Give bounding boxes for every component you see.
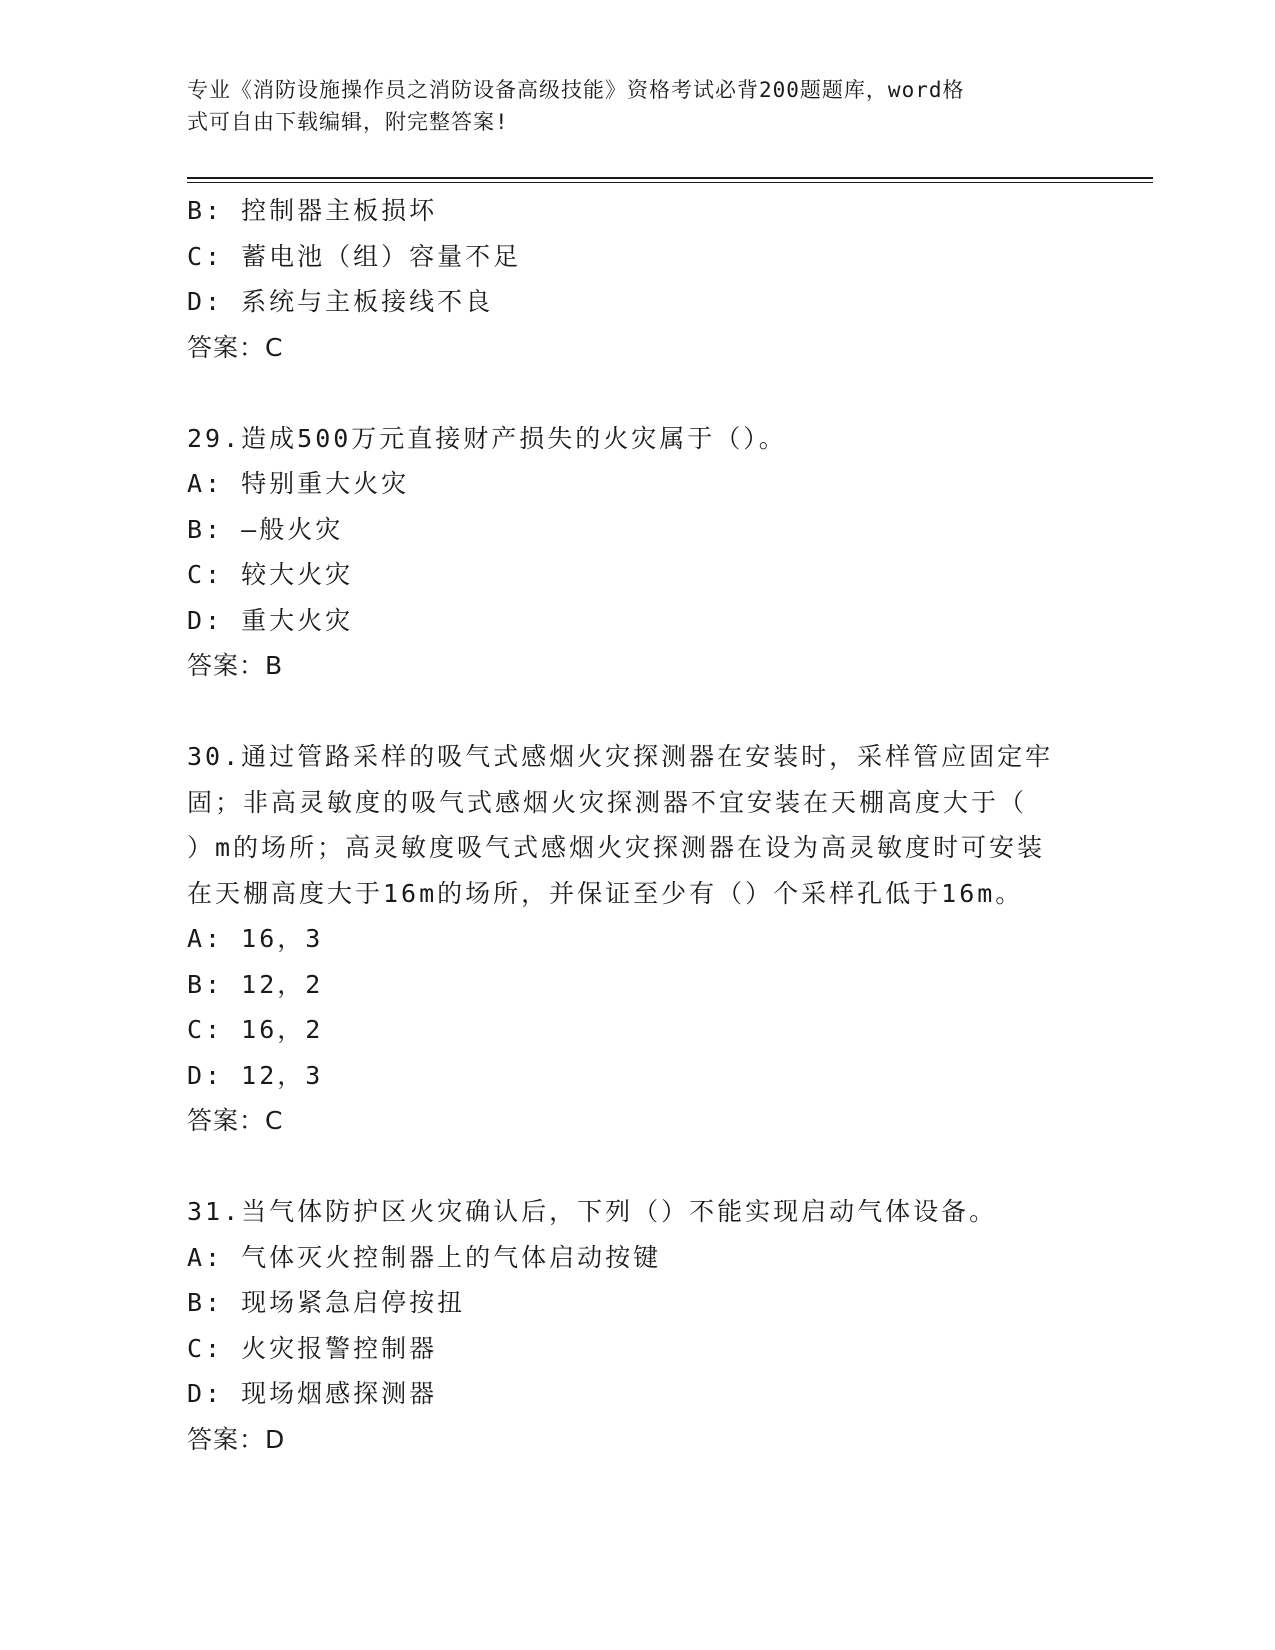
spacer: [187, 370, 1087, 416]
option-b: B: —般火灾: [187, 514, 344, 544]
option-b: B: 现场紧急启停按扭: [187, 1288, 466, 1317]
question-text: 31.当气体防护区火灾确认后，下列（）不能实现启动气体设备。: [187, 1197, 998, 1226]
option-a: A: 16，3: [187, 924, 324, 953]
option-b: B: 控制器主板损坏: [187, 196, 438, 225]
option-d: D: 12，3: [187, 1060, 324, 1090]
option-a: A: 气体灭火控制器上的气体启动按键: [187, 1242, 662, 1272]
option-c: C: 较大火灾: [187, 560, 354, 589]
question-text-line-1: 30.通过管路采样的吸气式感烟火灾探测器在安装时，采样管应固定牢: [187, 742, 1054, 771]
option-d: D: 系统与主板接线不良: [187, 287, 494, 316]
header-divider-thick: [187, 177, 1153, 179]
spacer: [187, 1144, 1087, 1190]
question-block-31: [187, 1189, 1087, 1462]
question-block-30: [187, 734, 1087, 1144]
question-text-line-4: 在天棚高度大于16m的场所，并保证至少有（）个采样孔低于16m。: [187, 878, 1024, 908]
header-divider-thin: [187, 182, 1153, 183]
answer-line: 答案：C: [187, 1106, 284, 1135]
option-d: D: 重大火灾: [187, 605, 354, 635]
answer-line: 答案：C: [187, 332, 284, 362]
question-text-line-2: 固；非高灵敏度的吸气式感烟火灾探测器不宜安装在天棚高度大于（: [187, 787, 1028, 817]
answer-line: 答案：D: [187, 1424, 286, 1454]
header-line-1: 专业《消防设施操作员之消防设备高级技能》资格考试必背200题题库，word格: [187, 78, 965, 102]
option-c: C: 火灾报警控制器: [187, 1333, 438, 1363]
question-block-28: [187, 188, 1087, 370]
header-line-2: 式可自由下载编辑，附完整答案!: [187, 110, 509, 134]
spacer: [187, 689, 1087, 735]
question-block-29: [187, 416, 1087, 689]
answer-line: 答案：B: [187, 651, 284, 680]
option-c: C: 16，2: [187, 1015, 324, 1044]
option-a: A: 特别重大火灾: [187, 469, 410, 498]
question-text: 29.造成500万元直接财产损失的火灾属于（）。: [187, 423, 787, 453]
document-header: [187, 74, 1077, 138]
question-text-line-3: ）m的场所；高灵敏度吸气式感烟火灾探测器在设为高灵敏度时可安装: [187, 833, 1046, 862]
option-b: B: 12，2: [187, 969, 324, 999]
option-c: C: 蓄电池（组）容量不足: [187, 241, 522, 271]
document-body: [187, 188, 1087, 1462]
option-d: D: 现场烟感探测器: [187, 1379, 438, 1408]
